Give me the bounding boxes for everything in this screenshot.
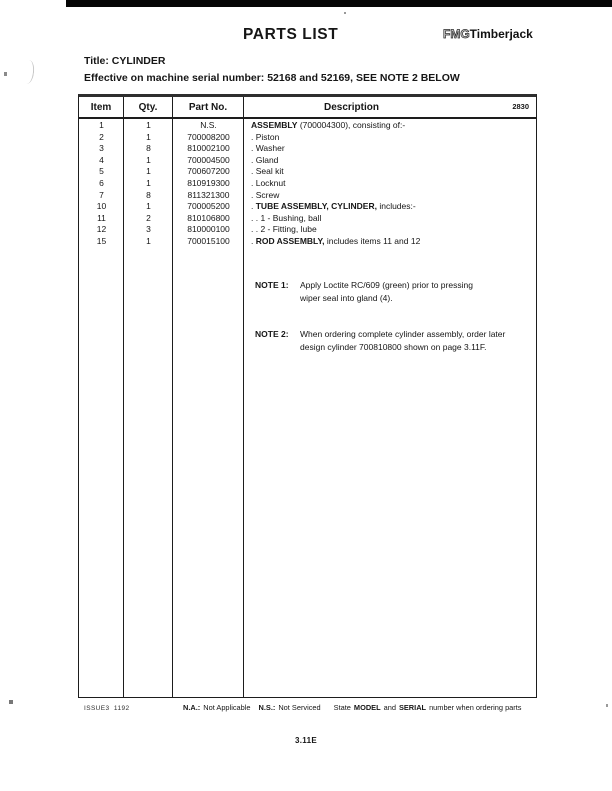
cell-item: 3 — [99, 143, 104, 154]
cell-qty: 2 — [146, 212, 151, 223]
cell-description: . Piston — [251, 131, 280, 142]
brand-timberjack: Timberjack — [469, 27, 533, 41]
cell-description: . . 2 - Fitting, lube — [251, 224, 317, 235]
scan-artifact-top-bar — [66, 0, 612, 7]
serial-word: SERIAL — [398, 703, 427, 712]
column-divider — [243, 119, 244, 698]
note-2-text: When ordering complete cylinder assembly, order later design cylinder 700810800 shown on page 3.11F. — [300, 329, 506, 352]
cell-part-no: N.S. — [200, 120, 217, 130]
doc-title: Title: CYLINDER — [84, 55, 166, 67]
table-row — [79, 201, 536, 213]
cell-qty: 1 — [146, 177, 151, 188]
cell-description: . Seal kit — [251, 166, 284, 177]
cell-part-no: 700004500 — [187, 154, 230, 165]
cell-description: ASSEMBLY (700004300), consisting of:- — [251, 120, 406, 130]
cell-item: 4 — [99, 154, 104, 165]
table-header-row — [79, 97, 536, 119]
footer-tail: number when ordering parts — [429, 703, 522, 712]
cell-qty: 3 — [146, 224, 151, 235]
table-row — [79, 236, 536, 248]
col-header-item: Item — [79, 97, 124, 117]
note-2 — [255, 328, 505, 354]
col-header-description — [244, 97, 536, 117]
scan-speck — [9, 700, 13, 704]
table-row — [79, 178, 536, 190]
table-row — [79, 190, 536, 202]
issue-code: ISSUE3 1192 — [84, 705, 130, 712]
cell-part-no: 810000100 — [187, 224, 230, 235]
state-pre: State — [333, 703, 351, 712]
cell-item: 7 — [99, 189, 104, 200]
table-row — [79, 132, 536, 144]
table-row — [79, 224, 536, 236]
cell-description: . Washer — [251, 143, 285, 154]
model-word: MODEL — [353, 703, 381, 712]
table-row — [79, 213, 536, 225]
column-divider — [172, 119, 173, 698]
cell-item: 1 — [99, 120, 104, 130]
cell-description: . . 1 - Bushing, ball — [251, 212, 322, 223]
cell-item: 2 — [99, 131, 104, 142]
cell-item: 6 — [99, 177, 104, 188]
table-row — [79, 155, 536, 167]
note-1-label: NOTE 1: — [255, 280, 289, 290]
na-text: Not Applicable — [203, 703, 251, 712]
scan-speck — [344, 12, 346, 14]
ns-label: N.S.: — [258, 703, 276, 712]
cell-description: . Screw — [251, 189, 280, 200]
footer-legend — [183, 703, 522, 712]
brand-fmg: FMG — [443, 27, 470, 41]
scan-speck — [606, 704, 608, 707]
page-title: PARTS LIST — [243, 26, 339, 43]
cell-item: 12 — [96, 224, 107, 235]
cell-item: 5 — [99, 166, 104, 177]
table-body — [79, 119, 536, 698]
cell-part-no: 700005200 — [187, 201, 230, 212]
page-code: 2830 — [512, 102, 529, 111]
note-2-label: NOTE 2: — [255, 329, 289, 339]
cell-description: . TUBE ASSEMBLY, CYLINDER, includes:- — [251, 201, 416, 212]
table-row — [79, 143, 536, 155]
cell-part-no: 811321300 — [187, 189, 230, 200]
cell-part-no: 700607200 — [187, 166, 230, 177]
column-divider — [123, 119, 124, 698]
na-label: N.A.: — [183, 703, 201, 712]
cell-qty: 8 — [146, 143, 151, 154]
cell-description: . Locknut — [251, 177, 286, 188]
col-header-part-no: Part No. — [173, 97, 244, 117]
description-header-label: Description — [323, 101, 379, 113]
cell-item: 10 — [96, 201, 107, 212]
cell-item: 15 — [96, 235, 107, 246]
col-header-qty: Qty. — [124, 97, 173, 117]
page-number: 3.11E — [295, 736, 317, 745]
note-1-text: Apply Loctite RC/609 (green) prior to pressing wiper seal into gland (4). — [300, 280, 473, 303]
cell-part-no: 700008200 — [187, 131, 230, 142]
note-1 — [255, 279, 473, 305]
cell-qty: 1 — [146, 120, 151, 130]
cell-qty: 1 — [146, 166, 151, 177]
cell-description: . ROD ASSEMBLY, includes items 11 and 12 — [251, 235, 421, 246]
effective-serial-line: Effective on machine serial number: 52168 and 52169, SEE NOTE 2 BELOW — [84, 72, 460, 84]
cell-part-no: 700015100 — [187, 235, 230, 246]
cell-qty: 8 — [146, 189, 151, 200]
cell-qty: 1 — [146, 131, 151, 142]
ns-text: Not Serviced — [278, 703, 321, 712]
scan-speck — [4, 72, 7, 76]
scan-curve-mark — [23, 60, 35, 85]
table-body-rows — [79, 119, 536, 248]
cell-qty: 1 — [146, 201, 151, 212]
cell-part-no: 810106800 — [187, 212, 230, 223]
table-row — [79, 120, 536, 132]
cell-item: 11 — [97, 212, 106, 223]
cell-qty: 1 — [146, 235, 151, 246]
table-row — [79, 166, 536, 178]
cell-qty: 1 — [146, 154, 151, 165]
brand-logo — [443, 27, 533, 41]
mid-word: and — [383, 703, 396, 712]
cell-description: . Gland — [251, 154, 279, 165]
cell-part-no: 810919300 — [187, 177, 230, 188]
parts-table — [78, 94, 537, 698]
cell-part-no: 810002100 — [187, 143, 230, 154]
